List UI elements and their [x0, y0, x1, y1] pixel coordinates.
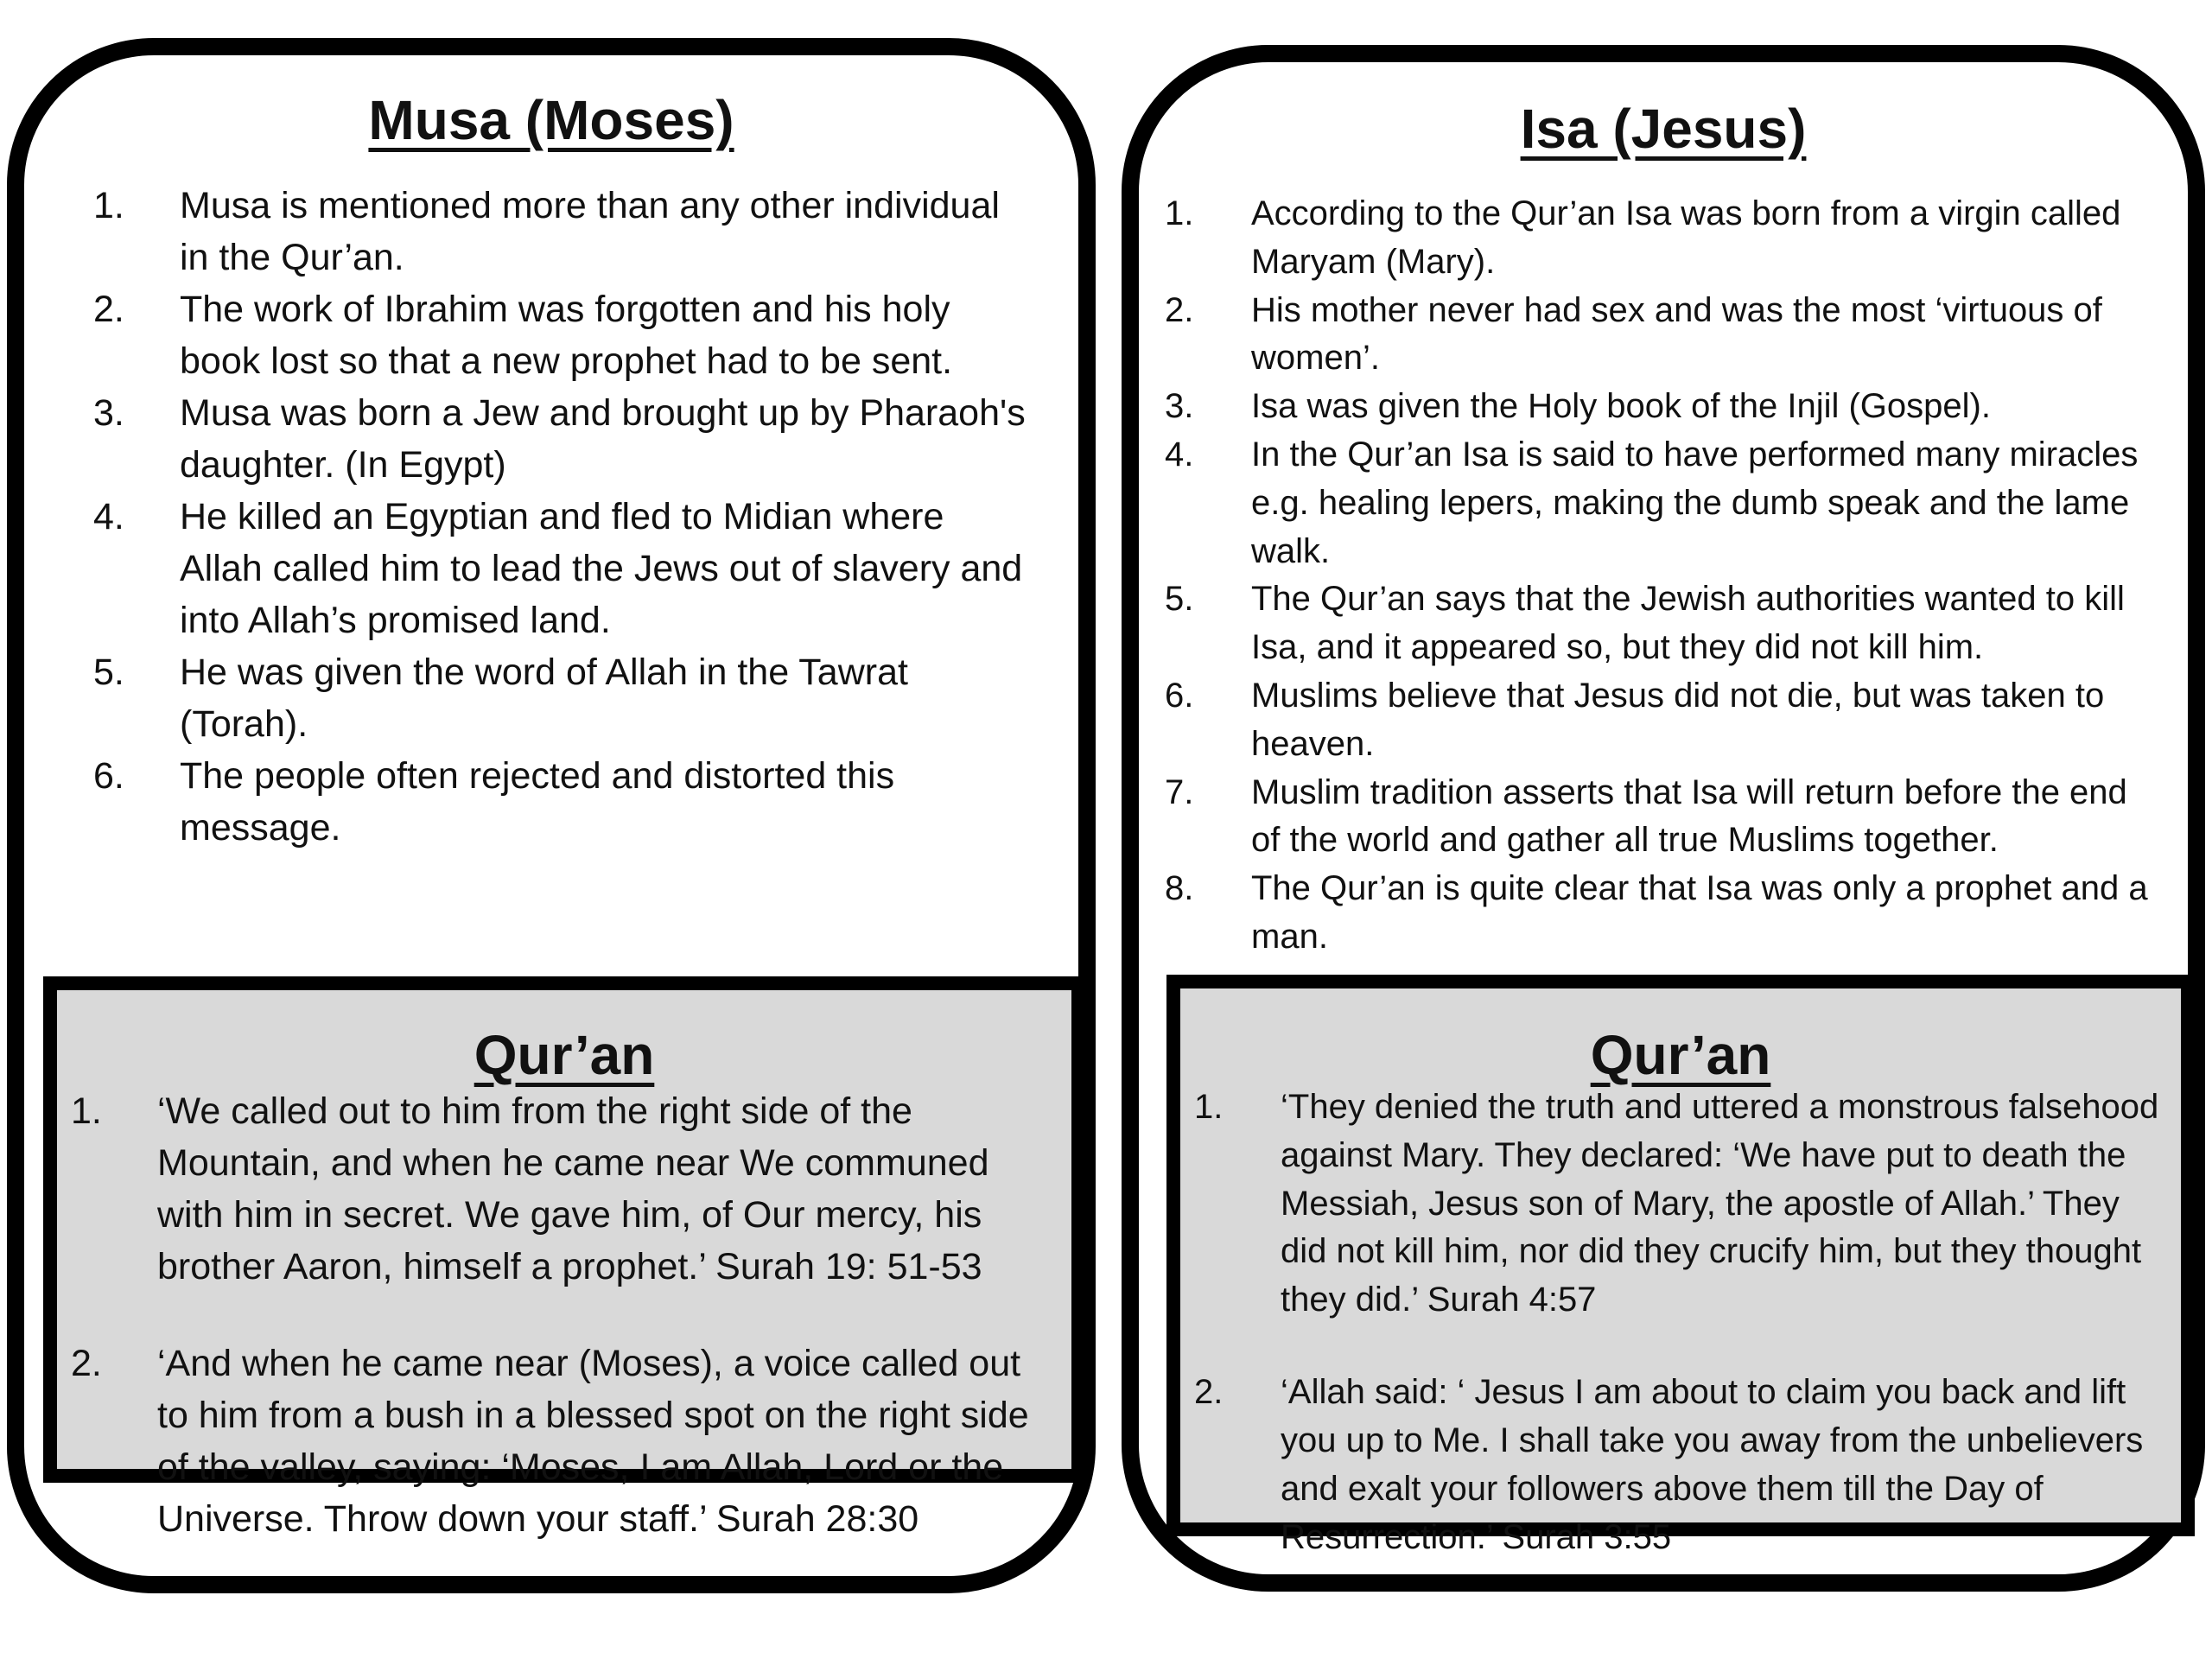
isa-points-list: [1165, 190, 2153, 962]
list-item: 1. Musa is mentioned more than any other individual in the Qur’an.: [93, 185, 1000, 278]
isa-card: [1122, 45, 2205, 1592]
musa-quran-title: Qur’an: [474, 1024, 655, 1086]
musa-quran-box: [43, 976, 1085, 1540]
list-item: 2. His mother never had sex and was the most ‘virtuous of women’.: [1165, 290, 2102, 378]
quote-item: 2. ‘And when he came near (Moses), a voice called out to him from a bush in a blessed spot on the right side of the valley, saying: ‘Moses, I am Allah, Lord or the Universe. Throw down your staff.’ Surah 28:30: [71, 1342, 1029, 1540]
musa-points-list: [93, 180, 1027, 854]
list-item: 1. According to the Qur’an Isa was born from a virgin called Maryam (Mary).: [1165, 194, 2121, 281]
musa-card: [7, 38, 1096, 1593]
quote-item: 1. ‘They denied the truth and uttered a monstrous falsehood against Mary. They declared: ‘We have put to death the Messiah, Jesus son of Mary, the apostle of Allah.’ They did not kill him, nor did they crucify him, but they thought they did.’ Surah 4:57: [1194, 1088, 2159, 1319]
list-item: 4. He killed an Egyptian and fled to Midian where Allah called him to lead the Jews out of slavery and into Allah’s promised land.: [93, 496, 1023, 641]
list-item: 4. In the Qur’an Isa is said to have performed many miracles e.g. healing lepers, making the dumb speak and the lame walk.: [1165, 435, 2139, 570]
list-item: 6. Muslims believe that Jesus did not die, but was taken to heaven.: [1165, 676, 2105, 763]
list-item: 5. The Qur’an says that the Jewish authorities wanted to kill Isa, and it appeared so, but they did not kill him.: [1165, 580, 2125, 667]
isa-title: Isa (Jesus): [1520, 98, 1807, 160]
quote-item: 1. ‘We called out to him from the right side of the Mountain, and when he came near We communed with him in secret. We gave him, of Our mercy, his brother Aaron, himself a prophet.’ Surah 19: 51-53: [71, 1090, 989, 1287]
quote-item: 2. ‘Allah said: ‘ Jesus I am about to claim you back and lift you up to Me. I shall take you away from the unbelievers and exalt your followers above them till the Day of Resurrection.’ Surah 3:55: [1194, 1373, 2144, 1556]
isa-quran-box: [1166, 975, 2195, 1556]
list-item: 2. The work of Ibrahim was forgotten and his holy book lost so that a new prophet had to be sent.: [93, 289, 953, 382]
list-item: 7. Muslim tradition asserts that Isa will return before the end of the world and gather all true Muslims together.: [1165, 772, 2127, 860]
musa-quran-quotes: [71, 1085, 1054, 1589]
list-item: 3. Musa was born a Jew and brought up by Pharaoh's daughter. (In Egypt): [93, 392, 1026, 486]
isa-quran-quotes: [1194, 1084, 2171, 1606]
list-item: 3. Isa was given the Holy book of the Injil (Gospel).: [1165, 387, 1991, 426]
isa-quran-title: Qur’an: [1590, 1024, 1771, 1086]
list-item: 5. He was given the word of Allah in the Tawrat (Torah).: [93, 652, 908, 745]
list-item: 6. The people often rejected and distorted this message.: [93, 755, 895, 849]
list-item: 8. The Qur’an is quite clear that Isa was only a prophet and a man.: [1165, 869, 2148, 956]
musa-title: Musa (Moses): [368, 89, 734, 151]
